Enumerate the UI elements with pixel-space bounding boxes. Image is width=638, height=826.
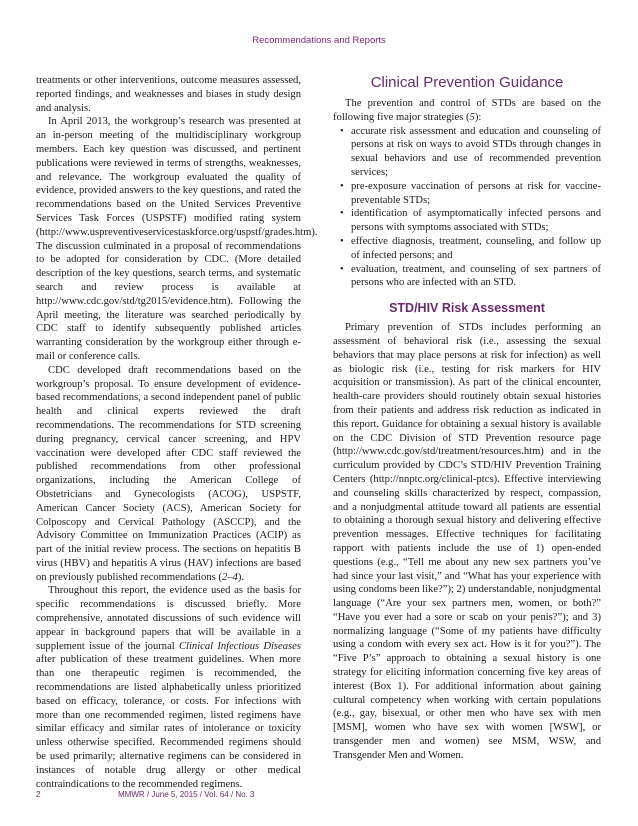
- paragraph-evidence: [36, 584, 301, 791]
- left-column: [36, 74, 318, 791]
- paragraph-evidence-after: after publication of these treatment guidelines. When more than one therapeutic regimen is recommended, the recommendations are listed alphabetically unless prioritized based on efficacy, tolerance, or costs. For infections with more than one recommended regimen, listed regimens have similar efficacy and similar rates of intolerance or toxicity unless otherwise specified. Recommended regimens should be used primarily; alternative regimens can be considered in instances of notable drug allergy or other medical contraindications to the recommended regimens.: [36, 654, 301, 790]
- running-head: Recommendations and Reports: [252, 35, 386, 46]
- list-item: • identification of asymptomatically infected persons and persons with symptoms associated with STDs;: [351, 207, 601, 235]
- strategy-list: [333, 125, 601, 291]
- journal-title: Clinical Infectious Diseases: [178, 640, 302, 652]
- right-column: [333, 74, 601, 763]
- list-item: • accurate risk assessment and education and counseling of persons at risk on ways to avoid STDs through changes in sexual behaviors and use of recommended prevention services;: [351, 125, 601, 180]
- section-heading-clinical-prevention: Clinical Prevention Guidance: [370, 74, 564, 91]
- section-heading-risk-assessment: STD/HIV Risk Assessment: [389, 301, 545, 316]
- paragraph-draft-recommendations: [36, 364, 301, 585]
- paragraph-evidence-before: Throughout this report, the evidence used as the basis for specific recommendations is discussed briefly. More comprehensive, annotated discussions of such evidence will appear in background papers that will be available in a supplement issue of the journal: [36, 585, 301, 652]
- intro-text: The prevention and control of STDs are based on the following five major strategies (: [333, 98, 601, 123]
- citation-ref: 5: [469, 111, 475, 123]
- intro-end: ):: [474, 111, 482, 123]
- paragraph-strategies-intro: [333, 97, 601, 125]
- paragraph-draft-end: ).: [237, 571, 245, 583]
- paragraph-continued: treatments or other interventions, outcome measures assessed, reported findings, and weaknesses and biases in study design and analysis.: [36, 75, 301, 114]
- journal-citation: MMWR / June 5, 2015 / Vol. 64 / No. 3: [118, 790, 255, 799]
- citation-ref: 2–4: [221, 571, 238, 583]
- list-item: • evaluation, treatment, and counseling of sex partners of persons who are infected with an STD.: [351, 263, 601, 291]
- paragraph-workgroup-meeting: In April 2013, the workgroup’s research was presented at an in-person meeting of the multidisciplinary workgroup members. Each key question was discussed, and pertinent publications were reviewed in terms of strengths, weaknesses, and relevance. The workgroup evaluated the quality of evidence, provided answers to the key questions, and rated the recommendations based on the United Services Preventive Services Task Forces (USPSTF) modified rating system (http://www.uspreventiveservicestaskforce.org/uspstf/grades.htm). The discussion culminated in a proposal of recommendations to be adopted for consideration by CDC. (More detailed description of the key questions, search terms, and systematic search and review process is available at http://www.cdc.gov/std/tg2015/evidence.htm). Following the April meeting, the literature was searched periodically by CDC staff to identify subsequently published articles warranting consideration by the workgroup either through e-mail or conference calls.: [36, 116, 318, 362]
- page-number: 2: [36, 790, 41, 799]
- paragraph-draft-text: CDC developed draft recommendations based on the workgroup’s proposal. To ensure development of evidence-based recommendations, a second independent panel of public health and clinical experts reviewed the draft recommendations. The recommendations for STD screening during pregnancy, cervical cancer screening, and HPV vaccination were developed after CDC staff reviewed the published recommendations from other professional organizations, including the American College of Obstetricians and Gynecologists (ACOG), USPSTF, American Cancer Society (ACS), American Society for Colposcopy and Cervical Pathology (ASCCP), and the Advisory Committee on Immunization Practices (ACIP) as part of the initial review process. The sections on hepatitis B virus (HBV) and hepatitis A virus (HAV) infections are based on previously published recommendations (: [36, 364, 301, 583]
- list-item: • pre-exposure vaccination of persons at risk for vaccine-preventable STDs;: [351, 180, 601, 208]
- paragraph-risk-assessment: Primary prevention of STDs includes performing an assessment of behavioral risk (i.e., assessing the sexual behaviors that may place persons at risk for infection) as well as biologic risk (i.e., testing for risk markers for HIV acquisition or transmission). As part of the clinical encounter, health-care providers should routinely obtain sexual histories from their patients and address risk reduction as indicated in this report. Guidance for obtaining a sexual history is available on the CDC Division of STD Prevention resource page (http://www.cdc.gov/std/treatment/resources.htm) and in the curriculum provided by CDC’s STD/HIV Prevention Training Centers (http://nnptc.org/clinical-ptcs). Effective interviewing and counseling skills characterized by respect, compassion, and a nonjudgmental attitude toward all patients are essential to obtaining a thorough sexual history and delivering effective prevention messages. Effective techniques for facilitating rapport with patients include the use of 1) open-ended questions (e.g., “Tell me about any new sex partners you’ve had since your last visit,” and “What has your experience with using condoms been like?”); 2) understandable, nonjudgmental language (“Are your sex partners men, women, or both?” “Have you ever had a sore or scab on your penis?”); and 3) normalizing language (“Some of my patients have difficulty using a condom with every sex act. How is it for you?”). The “Five P’s” approach to obtaining a sexual history is one strategy for eliciting information concerning five key areas of interest (Box 1). For additional information about gaining cultural competency when working with certain populations (e.g., gay, bisexual, or other men who have sex with men [MSM], women who have sex with women [WSW], or transgender men and women) see MSM, WSW, and Transgender Men and Women.: [333, 322, 602, 761]
- list-item: • effective diagnosis, treatment, counseling, and follow up of infected persons; and: [351, 235, 601, 263]
